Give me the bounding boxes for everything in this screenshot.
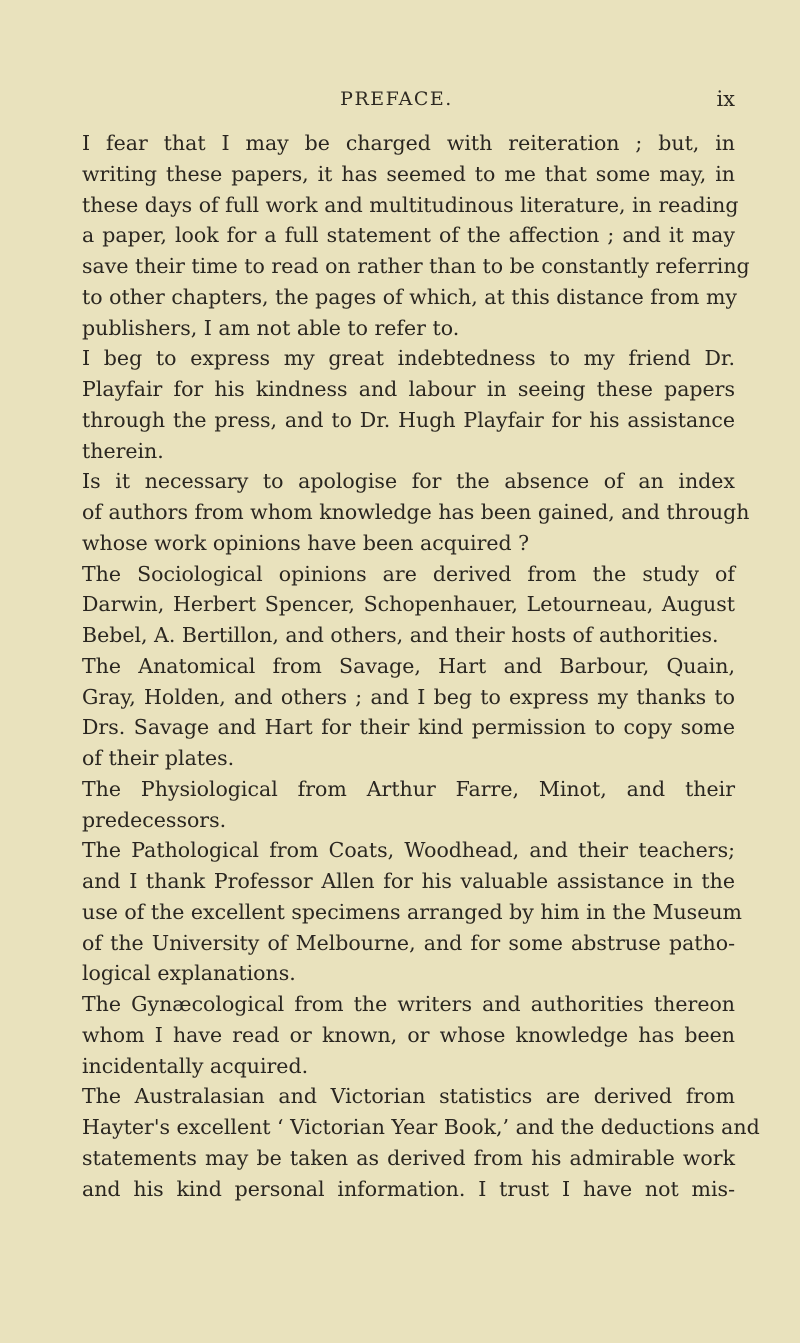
running-title: PREFACE. bbox=[340, 88, 453, 110]
paragraph bbox=[58, 989, 735, 1081]
paragraph bbox=[58, 343, 735, 466]
text-line: of the University of Melbourne, and for some abstruse patho- bbox=[82, 930, 735, 955]
text-line: of authors from whom knowledge has been gained, and through bbox=[82, 500, 750, 524]
paragraph bbox=[58, 651, 735, 774]
paragraph bbox=[58, 1081, 760, 1204]
text-line: a paper, look for a full statement of the affection ; and it may bbox=[82, 223, 735, 248]
text-line: statements may be taken as derived from his admirable work bbox=[82, 1145, 735, 1170]
text-line: The Australasian and Victorian statistics are derived from bbox=[82, 1084, 735, 1109]
text-line: I beg to express my great indebtedness to my friend Dr. bbox=[82, 346, 735, 371]
paragraph bbox=[58, 835, 742, 989]
text-line: incidentally acquired. bbox=[82, 1053, 309, 1078]
text-line: Bebel, A. Bertillon, and others, and their hosts of authorities. bbox=[82, 623, 719, 647]
text-line: use of the excellent specimens arranged by him in the Museum bbox=[82, 899, 742, 924]
text-line: logical explanations. bbox=[82, 961, 296, 986]
text-line: The Gynæcological from the writers and authorities thereon bbox=[82, 992, 735, 1016]
text-line: The Sociological opinions are derived from the study of bbox=[82, 561, 735, 586]
text-line: Gray, Holden, and others ; and I beg to express my thanks to bbox=[82, 684, 735, 709]
text-line: therein. bbox=[82, 438, 164, 463]
running-head bbox=[58, 88, 735, 118]
text-line: whom I have read or known, or whose knowledge has been bbox=[82, 1022, 735, 1047]
text-line: and I thank Professor Allen for his valuable assistance in the bbox=[82, 869, 735, 893]
page-number: ix bbox=[716, 87, 735, 111]
text-line: of their plates. bbox=[82, 746, 235, 770]
text-line: writing these papers, it has seemed to me that some may, in bbox=[82, 161, 735, 186]
text-line: Drs. Savage and Hart for their kind permission to copy some bbox=[82, 715, 735, 740]
text-line: save their time to read on rather than to be constantly referring bbox=[82, 254, 750, 278]
text-line: The Physiological from Arthur Farre, Minot, and their bbox=[82, 776, 735, 801]
text-line: The Pathological from Coats, Woodhead, and their teachers; bbox=[82, 838, 735, 863]
text-line: these days of full work and multitudinous literature, in reading bbox=[82, 192, 739, 217]
text-line: I fear that I may be charged with reiteration ; but, in bbox=[82, 131, 735, 155]
text-line: and his kind personal information. I trust I have not mis- bbox=[82, 1176, 735, 1201]
text-line: to other chapters, the pages of which, at this distance from my bbox=[82, 284, 737, 309]
body-text bbox=[58, 128, 760, 1204]
text-line: Is it necessary to apologise for the absence of an index bbox=[82, 469, 735, 494]
text-line: through the press, and to Dr. Hugh Playfair for his assistance bbox=[82, 407, 735, 432]
text-line: publishers, I am not able to refer to. bbox=[82, 315, 460, 340]
text-line: Hayter's excellent ‘ Victorian Year Book,’ and the deductions and bbox=[82, 1115, 760, 1139]
text-line: whose work opinions have been acquired ? bbox=[82, 530, 530, 555]
paragraph bbox=[58, 466, 750, 558]
paragraph bbox=[58, 128, 750, 343]
text-line: Playfair for his kindness and labour in seeing these papers bbox=[82, 377, 735, 401]
paragraph bbox=[58, 559, 735, 651]
text-line: predecessors. bbox=[82, 807, 227, 832]
text-line: Darwin, Herbert Spencer, Schopenhauer, Letourneau, August bbox=[82, 592, 735, 617]
text-line: The Anatomical from Savage, Hart and Barbour, Quain, bbox=[82, 653, 735, 678]
paragraph bbox=[58, 774, 735, 836]
